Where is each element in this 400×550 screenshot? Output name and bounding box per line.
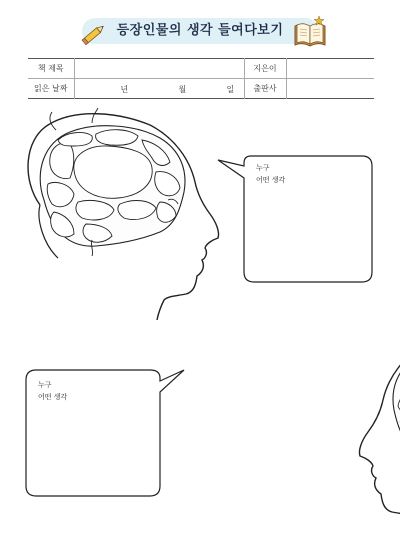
book-title-label: 책 제목 [28, 59, 74, 79]
author-label: 지은이 [244, 59, 286, 79]
day-label: 일 [226, 85, 235, 94]
bubble1-thought-label: 어떤 생각 [256, 176, 286, 184]
bubble2-thought-label: 어떤 생각 [38, 393, 68, 401]
year-label: 년 [120, 85, 129, 94]
speech-bubble-1 [218, 156, 372, 282]
bubble1-who-label: 누구 [256, 164, 270, 172]
head-illustration-1 [28, 108, 218, 320]
bubble2-who-label: 누구 [38, 381, 52, 389]
month-label: 월 [178, 85, 187, 94]
read-date-label: 읽은 날짜 [34, 84, 68, 93]
page-title: 등장인물의 생각 들여다보기 [116, 23, 284, 38]
publisher-label: 출판사 [244, 79, 286, 99]
head-illustration-2 [359, 326, 400, 538]
